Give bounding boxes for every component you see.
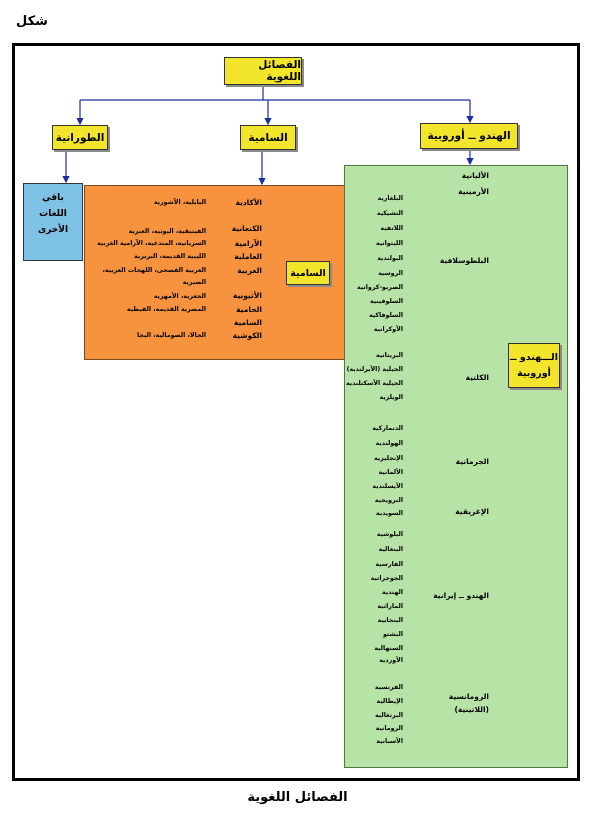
lang-indo-iranian: الماراثية: [377, 603, 403, 610]
semitic-group: الحامية: [236, 305, 262, 314]
indo-group: الإغريقية: [455, 507, 489, 516]
lang-indo-iranian: الجوجراتية: [370, 575, 403, 582]
indo-group: الرومانسية: [448, 692, 489, 701]
root-node: الفصائل اللغوية: [224, 57, 302, 85]
lang-balto-slavic: البولندية: [377, 255, 403, 262]
semitic-sub: العربية الفصحى، اللهجات العربية،: [102, 267, 206, 274]
lang-indo-iranian: السنهالية: [374, 645, 403, 652]
semitic-sub: الليبية القديمة، البربرية: [134, 253, 206, 260]
figure-label: شكل: [16, 14, 48, 29]
indo-group: الألبانية: [461, 171, 489, 180]
lang-germanic: النرويجية: [374, 497, 403, 504]
branch-semitic: السامية: [240, 125, 296, 150]
other-line: اللغات: [39, 209, 67, 219]
semitic-sub: المصرية القديمة، القبطية: [126, 306, 206, 313]
semitic-group: السامية: [233, 318, 262, 327]
indo-group: الكلتية: [465, 373, 489, 382]
semitic-group: الكنعانية: [231, 224, 262, 233]
lang-germanic: الألمانية: [378, 469, 403, 476]
figure-caption: الفصائل اللغوية: [247, 790, 348, 805]
lang-romance: الفرنسية: [374, 684, 403, 691]
branch-turanian: الطورانية: [52, 125, 108, 150]
lang-celtic: الجيلية (الأيرلندية): [346, 366, 403, 373]
lang-balto-slavic: السلوفينية: [369, 298, 403, 305]
semitic-sub: السريانية، المندعية، الآرامية الغربية: [97, 240, 206, 247]
lang-indo-iranian: الفارسية: [375, 561, 403, 568]
semitic-group: الآرامية: [234, 239, 262, 248]
indo-label-line: الـــهندو ــ: [510, 351, 558, 363]
other-line: الأخرى: [37, 225, 69, 235]
lang-indo-iranian: الهندية: [381, 589, 403, 596]
lang-romance: الرومانية: [375, 725, 403, 732]
semitic-sub: الجالا، الصومالية، البجا: [137, 332, 206, 339]
lang-romance: البرتغالية: [374, 712, 403, 719]
semitic-sub: الجعزية، الأمهرية: [153, 293, 206, 300]
lang-balto-slavic: السلوفاكية: [369, 312, 403, 319]
semitic-sub: البابلية، الآشورية: [153, 199, 206, 206]
lang-balto-slavic: اللاتفية: [380, 225, 403, 232]
indo-label-line: أوروبية: [517, 367, 551, 379]
lang-indo-iranian: البلوشية: [376, 531, 403, 538]
indo-group: (اللاتينية): [454, 705, 489, 714]
semitic-group: الأثيوبية: [232, 291, 262, 300]
other-languages-box: [23, 183, 83, 261]
semitic-group: الأكادية: [235, 198, 262, 207]
lang-germanic: السويدية: [375, 510, 403, 517]
lang-indo-iranian: الأوردية: [379, 657, 403, 664]
lang-balto-slavic: الصربو-كرواتية: [357, 284, 403, 291]
lang-indo-iranian: البشتو: [382, 631, 403, 638]
lang-balto-slavic: الأوكرانية: [373, 326, 403, 333]
lang-indo-iranian: البنغالية: [378, 546, 403, 553]
semitic-panel-label: السامية: [286, 261, 330, 285]
indo-european-panel-label: [508, 343, 560, 388]
lang-balto-slavic: البلغارية: [377, 195, 403, 202]
semitic-sub: الفينيقية، اليونية، العبرية: [128, 228, 206, 235]
lang-balto-slavic: الروسية: [378, 270, 403, 277]
lang-germanic: الهولندية: [375, 440, 403, 447]
indo-group: الأرمينية: [458, 187, 489, 196]
lang-romance: الأسبانية: [376, 738, 403, 745]
lang-balto-slavic: التشيكية: [376, 210, 403, 217]
semitic-group: العربية: [237, 266, 262, 275]
semitic-sub: الصبرية: [182, 279, 206, 286]
lang-celtic: البريتانية: [375, 352, 403, 359]
lang-romance: الإيطالية: [376, 698, 403, 705]
semitic-group: العاملية: [234, 252, 262, 261]
indo-group: الجرمانية: [455, 457, 489, 466]
lang-germanic: الإنجليزية: [374, 455, 403, 462]
lang-germanic: الدنماركية: [372, 425, 403, 432]
branch-indo-european: الهندو ــ أوروبية: [420, 123, 518, 149]
indo-group: البلطوسلافية: [439, 256, 489, 265]
indo-group: الهندو ــ إيرانية: [433, 591, 489, 600]
lang-germanic: الأيسلندية: [372, 483, 403, 490]
semitic-group: الكوشية: [232, 331, 262, 340]
other-line: باقي: [42, 193, 64, 203]
lang-celtic: الجيلية الأسكتلندية: [345, 380, 403, 387]
lang-indo-iranian: البنجابية: [377, 617, 403, 624]
lang-balto-slavic: الليتوانية: [375, 240, 403, 247]
lang-celtic: الويلزية: [379, 394, 403, 401]
